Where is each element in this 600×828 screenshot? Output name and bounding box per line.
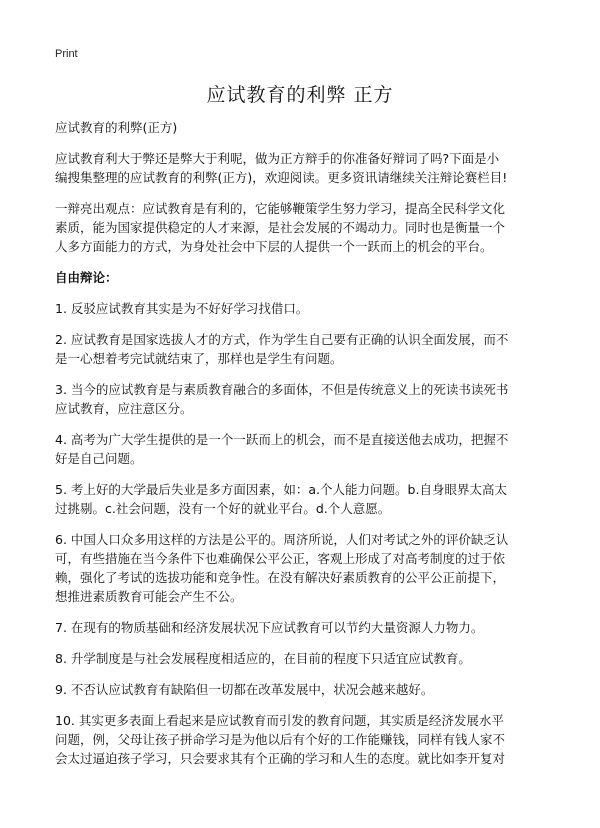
document-body <box>55 118 545 780</box>
point-item <box>55 380 545 418</box>
point-line: 1. 反驳应试教育其实是为不好好学习找借口。 <box>55 301 309 316</box>
intro-paragraph <box>55 149 545 187</box>
point-item <box>55 711 545 768</box>
opening-line: 素质，能为国家提供稳定的人才来源，是社会发展的不竭动力。同时也是衡量一个 <box>55 220 506 235</box>
point-line: 想推进素质教育可能会产生不公。 <box>55 589 243 604</box>
section-heading: 自由辩论： <box>55 270 118 285</box>
opening-paragraph <box>55 199 545 256</box>
point-line: 10. 其实更多表面上看起来是应试教育而引发的教育问题，其实质是经济发展水平 <box>55 713 504 728</box>
point-line: 8. 升学制度是与社会发展程度相适应的，在目前的程度下只适宜应试教育。 <box>55 651 471 666</box>
point-line: 6. 中国人口众多用这样的方法是公平的。周济所说，人们对考试之外的评价缺乏认 <box>55 532 509 547</box>
point-line: 7. 在现有的物质基础和经济发展状况下应试教育可以节约大量资源人力物力。 <box>55 620 484 635</box>
page-title: 应试教育的利弊 正方 <box>206 84 394 106</box>
opening-line: 人多方面能力的方式，为身处社会中下层的人提供一个一跃而上的机会的平台。 <box>55 239 493 254</box>
print-link[interactable]: Print <box>55 48 78 60</box>
point-line: 9. 不否认应试教育有缺陷但一切都在改革发展中，状况会越来越好。 <box>55 682 434 697</box>
point-item <box>55 618 545 637</box>
point-item <box>55 299 545 318</box>
point-item <box>55 430 545 468</box>
intro-line: 编搜集整理的应试教育的利弊(正方)，欢迎阅读。更多资讯请继续关注辩论赛栏目! <box>55 170 508 185</box>
point-line: 5. 考上好的大学最后失业是多方面因素，如：a.个人能力问题。b.自身眼界太高太 <box>55 482 507 497</box>
point-line: 3. 当今的应试教育是与素质教育融合的多面体，不但是传统意义上的死读书读死书 <box>55 382 509 397</box>
point-item <box>55 530 545 606</box>
point-line: 2. 应试教育是国家选拔人才的方式，作为学生自己要有正确的认识全面发展，而不 <box>55 332 509 347</box>
point-item <box>55 680 545 699</box>
point-line: 是一心想着考完试就结束了，那样也是学生有问题。 <box>55 351 343 366</box>
point-item <box>55 330 545 368</box>
point-line: 可，有些措施在当今条件下也难确保公平公正，客观上形成了对高考制度的过于依 <box>55 551 506 566</box>
point-line: 好是自己问题。 <box>55 451 143 466</box>
intro-line: 应试教育利大于弊还是弊大于利呢，做为正方辩手的你准备好辩词了吗?下面是小 <box>55 151 500 166</box>
point-item <box>55 480 545 518</box>
point-item <box>55 649 545 668</box>
point-line: 赖，强化了考试的选拔功能和竞争性。在没有解决好素质教育的公平公正前提下， <box>55 570 506 585</box>
point-line: 会太过逼迫孩子学习，只会要求其有个正确的学习和人生的态度。就比如李开复对 <box>55 751 506 766</box>
opening-line: 一辩亮出观点：应试教育是有利的，它能够鞭策学生努力学习，提高全民科学文化 <box>55 201 506 216</box>
point-line: 4. 高考为广大学生提供的是一个一跃而上的机会，而不是直接送他去成功，把握不 <box>55 432 509 447</box>
points-list <box>55 299 545 768</box>
point-line: 过挑剔。c.社会问题，没有一个好的就业平台。d.个人意愿。 <box>55 501 391 516</box>
document-subtitle: 应试教育的利弊(正方) <box>55 120 178 135</box>
point-line: 应试教育，应注意区分。 <box>55 401 193 416</box>
point-line: 问题，例，父母让孩子拼命学习是为他以后有个好的工作能赚钱，同样有钱人家不 <box>55 732 506 747</box>
